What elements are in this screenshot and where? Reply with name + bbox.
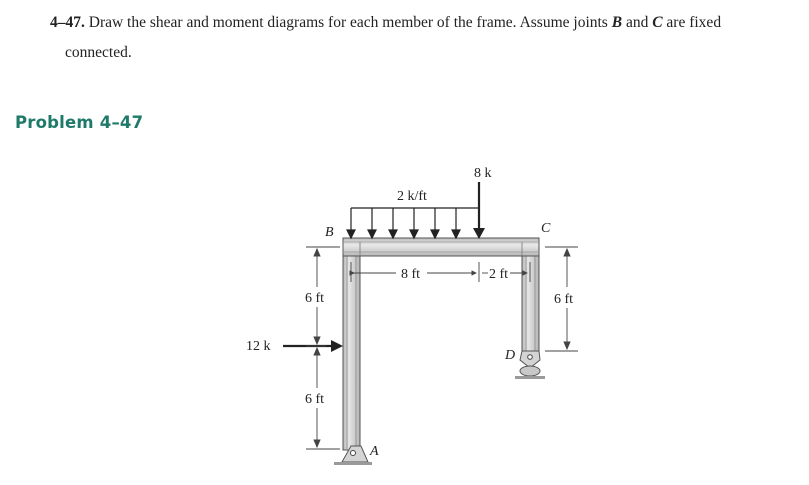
distributed-load: [347, 189, 478, 238]
dim-8ft-label: 8 ft: [401, 267, 421, 282]
joint-c-figure-label: C: [541, 221, 551, 236]
support-d-label: D: [505, 348, 516, 363]
horizontal-load-label: 12 k: [246, 339, 271, 354]
problem-number: 4–47.: [50, 14, 85, 31]
joint-b-figure-label: B: [325, 225, 334, 240]
left-column: [343, 238, 360, 450]
dim-6ft-lower-label: 6 ft: [305, 392, 325, 407]
point-load-label: 8 k: [474, 166, 492, 181]
rocker-support-d: [515, 351, 545, 379]
joint-b-label: B: [611, 14, 623, 31]
problem-heading: Problem 4–47: [15, 113, 144, 132]
dim-6ft-right-label: 6 ft: [554, 292, 574, 307]
dim-2ft-label: 2 ft: [489, 267, 509, 282]
statement-text: Draw the shear and moment diagrams for each member of the frame. Assume joints: [88, 14, 608, 31]
support-a-label: A: [370, 444, 379, 459]
statement-line2: connected.: [65, 44, 132, 61]
statement-tail: are fixed: [666, 14, 722, 31]
statement-and: and: [625, 14, 649, 31]
point-load: [473, 166, 492, 239]
top-beam: [343, 238, 539, 256]
joint-c-label: C: [652, 14, 663, 31]
dist-load-label: 2 k/ft: [397, 189, 427, 204]
horizontal-load: [246, 339, 343, 354]
dim-6ft-upper-label: 6 ft: [305, 291, 325, 306]
